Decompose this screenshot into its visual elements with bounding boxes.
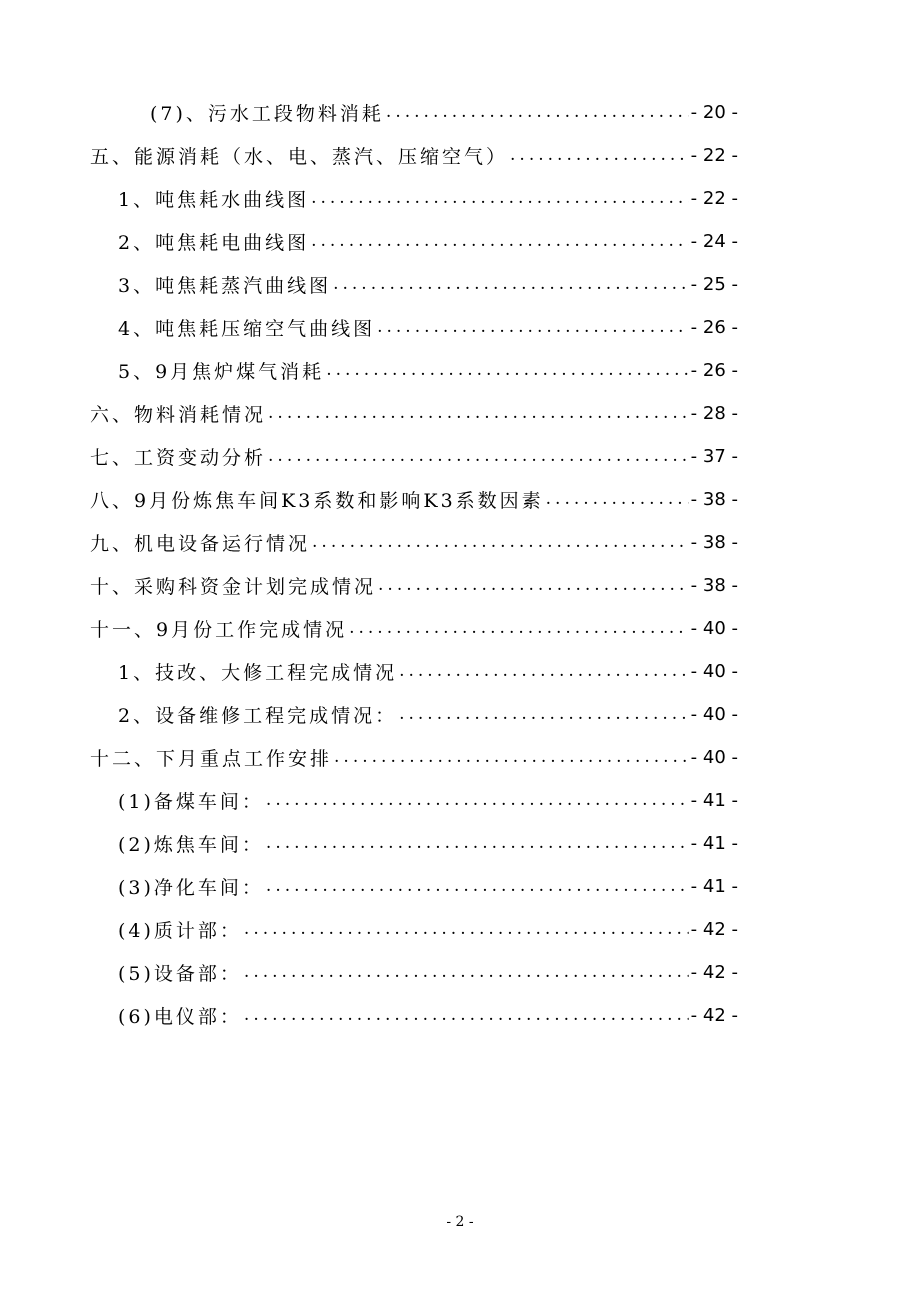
toc-entry[interactable] — [90, 137, 738, 173]
toc-entry-title: (2)炼焦车间： — [118, 833, 264, 856]
toc-entry[interactable] — [118, 266, 738, 302]
toc-entry-page: - 28 - — [690, 402, 738, 424]
toc-dot-leader — [244, 919, 689, 939]
toc-dot-leader — [510, 145, 689, 165]
toc-entry-title: 4、吨焦耗压缩空气曲线图 — [118, 317, 376, 340]
toc-entry-title: (3)净化车间： — [118, 876, 264, 899]
toc-dot-leader — [268, 403, 689, 423]
toc-entry[interactable] — [118, 309, 738, 345]
toc-entry-page: - 38 - — [690, 488, 738, 510]
toc-entry-page: - 41 - — [690, 875, 738, 897]
toc-dot-leader — [326, 360, 688, 380]
toc-entry[interactable] — [118, 782, 738, 818]
toc-entry[interactable] — [118, 825, 738, 861]
toc-dot-leader — [266, 790, 689, 810]
toc-entry-page: - 40 - — [690, 660, 738, 682]
toc-dot-leader — [244, 1005, 689, 1025]
toc-entry-page: - 20 - — [690, 101, 738, 123]
toc-entry-title: (5)设备部： — [118, 962, 242, 985]
toc-dot-leader — [399, 661, 689, 681]
toc-entry-page: - 40 - — [690, 617, 738, 639]
toc-entry-title: 五、能源消耗（水、电、蒸汽、压缩空气） — [90, 145, 509, 168]
toc-entry-title: 1、技改、大修工程完成情况 — [118, 661, 398, 684]
toc-dot-leader — [268, 446, 689, 466]
toc-entry-title: 十一、9月份工作完成情况 — [90, 618, 348, 641]
toc-entry-title: 十、采购科资金计划完成情况 — [90, 575, 377, 598]
toc-entry[interactable] — [118, 223, 738, 259]
toc-dot-leader — [377, 317, 689, 337]
toc-dot-leader — [546, 489, 689, 509]
toc-dot-leader — [399, 704, 689, 724]
toc-entry-title: 1、吨焦耗水曲线图 — [118, 188, 310, 211]
toc-dot-leader — [378, 575, 689, 595]
toc-entry-title: 5、9月焦炉煤气消耗 — [118, 360, 325, 383]
toc-entry[interactable] — [90, 567, 738, 603]
toc-entry-title: (1)备煤车间： — [118, 790, 264, 813]
toc-entry[interactable] — [118, 868, 738, 904]
toc-entry-title: 2、设备维修工程完成情况： — [118, 704, 398, 727]
toc-entry-title: (6)电仪部： — [118, 1005, 242, 1028]
toc-entry-page: - 41 - — [690, 832, 738, 854]
toc-dot-leader — [312, 532, 689, 552]
page-number: - 2 - — [446, 1214, 474, 1230]
toc-entry-page: - 26 - — [690, 359, 738, 381]
toc-entry-title: (4)质计部： — [118, 919, 242, 942]
toc-entry-title: 2、吨焦耗电曲线图 — [118, 231, 310, 254]
toc-dot-leader — [334, 747, 689, 767]
toc-dot-leader — [244, 962, 689, 982]
toc-entry-title: 3、吨焦耗蒸汽曲线图 — [118, 274, 332, 297]
toc-entry[interactable] — [90, 739, 738, 775]
toc-entry-page: - 22 - — [690, 187, 738, 209]
toc-entry-page: - 37 - — [690, 445, 738, 467]
toc-entry[interactable] — [118, 954, 738, 990]
toc-entry-page: - 38 - — [690, 531, 738, 553]
toc-entry[interactable] — [118, 653, 738, 689]
toc-dot-leader — [266, 876, 689, 896]
toc-entry[interactable] — [150, 94, 738, 130]
toc-entry[interactable] — [90, 610, 738, 646]
toc-entry-page: - 24 - — [690, 230, 738, 252]
toc-entry-title: 九、机电设备运行情况 — [90, 532, 311, 555]
toc-entry[interactable] — [118, 997, 738, 1033]
toc-entry-page: - 40 - — [690, 703, 738, 725]
toc-dot-leader — [333, 274, 689, 294]
toc-entry[interactable] — [90, 481, 738, 517]
toc-dot-leader — [311, 231, 689, 251]
toc-entry-page: - 38 - — [690, 574, 738, 596]
toc-entry[interactable] — [118, 180, 738, 216]
toc-dot-leader — [349, 618, 689, 638]
toc-entry-title: 六、物料消耗情况 — [90, 403, 267, 426]
toc-entry[interactable] — [90, 395, 738, 431]
toc-entry[interactable] — [118, 911, 738, 947]
toc-entry[interactable] — [90, 438, 738, 474]
toc-entry-title: 七、工资变动分析 — [90, 446, 267, 469]
toc-entry-title: 八、9月份炼焦车间K3系数和影响K3系数因素 — [90, 489, 544, 512]
toc-entry[interactable] — [118, 696, 738, 732]
toc-entry-page: - 41 - — [690, 789, 738, 811]
toc-entry[interactable] — [118, 352, 738, 388]
toc-entry[interactable] — [90, 524, 738, 560]
toc-entry-page: - 42 - — [690, 1004, 738, 1026]
toc-dot-leader — [386, 102, 689, 122]
toc-entry-page: - 40 - — [690, 746, 738, 768]
toc-entry-page: - 26 - — [690, 316, 738, 338]
toc-entry-title: 十二、下月重点工作安排 — [90, 747, 333, 770]
toc-entry-page: - 42 - — [690, 918, 738, 940]
toc-entry-title: (7)、污水工段物料消耗 — [150, 102, 384, 125]
toc-dot-leader — [311, 188, 689, 208]
toc-entry-page: - 42 - — [690, 961, 738, 983]
toc-entry-page: - 22 - — [690, 144, 738, 166]
toc-entry-page: - 25 - — [690, 273, 738, 295]
toc-dot-leader — [266, 833, 689, 853]
